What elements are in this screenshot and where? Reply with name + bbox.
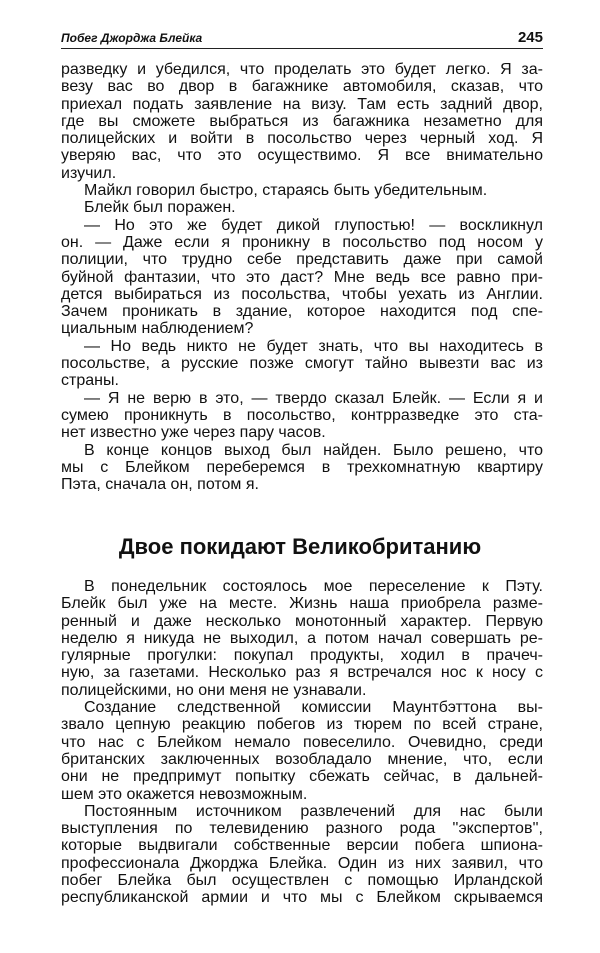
text-line: — Но ведь никто не будет знать, что вы находитесь в [84, 337, 543, 355]
text-line: мы с Блейком переберемся в трехкомнатную квартиру [61, 458, 543, 476]
text-line: ную, за газетами. Несколько раз я встречался нос к носу с [61, 664, 543, 682]
text-line: Создание следственной комиссии Маунтбэттона вы- [84, 699, 543, 717]
text-line: Постоянным источником развлечений для нас были [84, 802, 543, 820]
text-line: страны. [61, 372, 119, 390]
text-line: В понедельник состоялось мое переселение к Пэту. [84, 578, 543, 595]
text-line: ренный и даже несколько монотонный характер. Первую [61, 612, 543, 630]
text-line: разведку и убедился, что проделать это будет легко. Я за- [61, 61, 543, 78]
text-line: сумею проникнуть в посольство, контрразведке это ста- [61, 406, 543, 424]
text-line: где вы сможете выбраться из багажника незаметно для [61, 112, 543, 130]
paragraph [61, 699, 543, 803]
text-line: — Но это же будет дикой глупостью! — воскликнул [84, 216, 543, 234]
paragraph [61, 578, 543, 699]
section-1-text [61, 61, 543, 493]
text-line: В конце концов выход был найден. Было решено, что [84, 441, 543, 459]
text-line: что нас с Блейком немало повеселило. Очевидно, среди [61, 733, 543, 751]
paragraph [61, 217, 543, 338]
paragraph [61, 199, 543, 216]
text-line: Майкл говорил быстро, стараясь быть убедительным. [84, 182, 488, 200]
text-line: звало цепную реакцию побегов из тюрем по всей стране, [61, 716, 543, 734]
text-line: гулярные прогулки: покупал продукты, ходил в прачеч- [61, 647, 543, 665]
text-line: дется выбираться из посольства, чтобы уехать из Англии. [61, 285, 543, 303]
paragraph [61, 182, 543, 199]
text-line: везу вас во двор в багажнике автомобиля, сказав, что [61, 78, 543, 96]
text-line: которые выдвигали собственные версии побега шпиона- [61, 837, 543, 855]
section-2-text [61, 578, 543, 907]
text-line: он. — Даже если я проникну в посольство под носом у [61, 233, 543, 251]
text-line: Пэта, сначала он, потом я. [61, 476, 259, 494]
text-line: — Я не верю в это, — твердо сказал Блейк. — Если я и [84, 389, 543, 407]
text-line: буйной фантазии, что это даст? Мне ведь все равно при- [61, 268, 543, 286]
paragraph [61, 390, 543, 442]
text-line: республиканской армии и что мы с Блейком скрываемся [61, 889, 543, 907]
text-line: выступления по телевидению разного рода ''экспертов'', [61, 820, 543, 838]
text-line: полицейскими, но они меня не узнавали. [61, 681, 367, 699]
text-line: они не предпримут попытку сбежать сейчас, в дальней- [61, 768, 543, 786]
text-line: побег Блейка был осуществлен с помощью Ирландской [61, 872, 543, 890]
text-line: посольстве, а русские позже смогут тайно вывезти вас из [61, 355, 543, 373]
page-number: 245 [517, 29, 543, 46]
text-line: шем это окажется невозможным. [61, 785, 308, 803]
paragraph [61, 338, 543, 390]
text-line: Блейк был уже на месте. Жизнь наша приобрела разме- [61, 595, 543, 613]
text-line: изучил. [61, 164, 117, 182]
running-head [61, 28, 543, 49]
text-line: полицейских и войти в посольство через черный ход. Я [61, 130, 543, 148]
text-line: профессионала Джорджа Блейка. Один из них заявил, что [61, 854, 543, 872]
text-line: нет известно уже через пару часов. [61, 424, 326, 442]
text-line: циальным наблюдением? [61, 320, 254, 338]
paragraph [61, 803, 543, 907]
running-head-title: Побег Джорджа Блейка [61, 31, 203, 45]
text-line: уверяю вас, что это осуществимо. Я все внимательно [61, 147, 543, 165]
text-line: Блейк был поражен. [84, 199, 236, 217]
text-line: приехал подать заявление на визу. Там есть задний двор, [61, 95, 543, 113]
section-heading: Двое покидают Великобританию [118, 534, 482, 559]
text-line: неделю я никуда не выходил, а потом начал совершать ре- [61, 629, 543, 647]
text-line: Зачем проникать в здание, которое находится под спе- [61, 303, 543, 321]
text-line: полиции, что трудно себе представить даже при самой [61, 251, 543, 269]
paragraph [61, 442, 543, 494]
paragraph [61, 61, 543, 182]
text-line: британских заключенных возобладало мнение, что, если [61, 750, 543, 768]
